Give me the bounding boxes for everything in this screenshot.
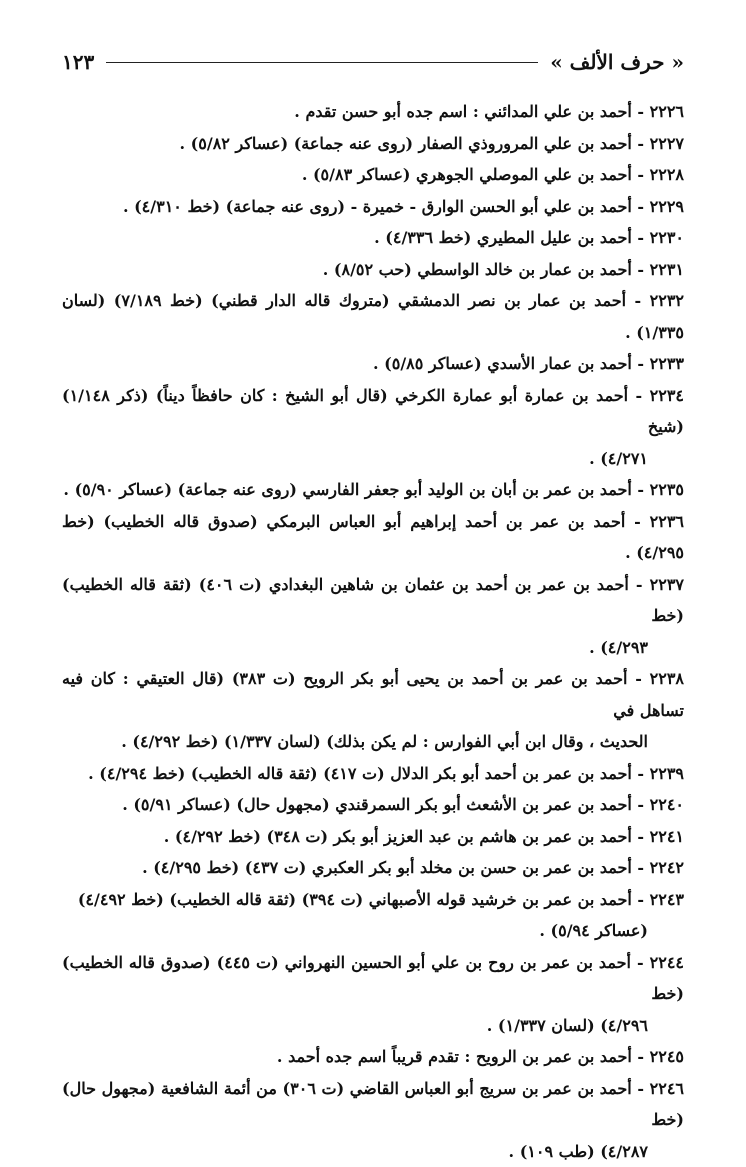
entry-item bbox=[62, 506, 684, 569]
entry-item bbox=[62, 852, 684, 884]
entry-item bbox=[62, 789, 684, 821]
entry-continuation: ٤/٢٩٣) . bbox=[62, 632, 684, 664]
entry-text: ٢٢٣٤ - أحمد بن عمارة أبو عمارة الكرخي (قال أبو الشيخ : كان حافظاً ديناً) (ذكر ١/١٤٨) (شيخ bbox=[62, 380, 684, 443]
entry-text: ٢٢٤٦ - أحمد بن عمر بن سريج أبو العباس القاضي (ت ٣٠٦) من أئمة الشافعية (مجهول حال) (خط bbox=[62, 1073, 684, 1136]
entry-continuation: ٤/٢٨٧) (طب ١٠٩) . bbox=[62, 1136, 684, 1167]
entry-text: ٢٢٢٩ - أحمد بن علي أبو الحسن الوارق - خميرة - (روى عنه جماعة) (خط ٤/٣١٠) . bbox=[62, 191, 684, 223]
entry-continuation: ٤/٢٧١) . bbox=[62, 443, 684, 475]
entry-text: ٢٢٣٥ - أحمد بن عمر بن أبان بن الوليد أبو جعفر الفارسي (روى عنه جماعة) (عساكر ٥/٩٠) . bbox=[62, 474, 684, 506]
entry-item bbox=[62, 348, 684, 380]
entry-item bbox=[62, 474, 684, 506]
entry-item bbox=[62, 254, 684, 286]
page-header bbox=[62, 42, 684, 82]
entry-text: ٢٢٣٢ - أحمد بن عمار بن نصر الدمشقي (متروك قاله الدار قطني) (خط ٧/١٨٩) (لسان ١/٣٣٥) . bbox=[62, 285, 684, 348]
entry-continuation: الحديث ، وقال ابن أبي الفوارس : لم يكن بذلك) (لسان ١/٣٣٧) (خط ٤/٢٩٢) . bbox=[62, 726, 684, 758]
entry-item bbox=[62, 285, 684, 348]
entry-item bbox=[62, 128, 684, 160]
entry-item bbox=[62, 758, 684, 790]
entry-item bbox=[62, 663, 684, 758]
entry-item bbox=[62, 191, 684, 223]
running-head: « حرف الألف » bbox=[550, 50, 684, 74]
entry-text: ٢٢٤٠ - أحمد بن عمر بن الأشعث أبو بكر السمرقندي (مجهول حال) (عساكر ٥/٩١) . bbox=[62, 789, 684, 821]
entry-list bbox=[62, 96, 684, 1167]
entry-text: ٢٢٣٧ - أحمد بن عمر بن أحمد بن عثمان بن شاهين البغدادي (ت ٤٠٦) (ثقة قاله الخطيب) (خط bbox=[62, 569, 684, 632]
entry-item bbox=[62, 884, 684, 947]
entry-text: ٢٢٢٧ - أحمد بن علي المروروذي الصفار (روى عنه جماعة) (عساكر ٥/٨٢) . bbox=[62, 128, 684, 160]
entry-item bbox=[62, 380, 684, 475]
header-rule bbox=[106, 62, 538, 63]
entry-text: ٢٢٢٨ - أحمد بن علي الموصلي الجوهري (عساكر ٥/٨٣) . bbox=[62, 159, 684, 191]
entry-text: ٢٢٣٦ - أحمد بن عمر بن أحمد إبراهيم أبو العباس البرمكي (صدوق قاله الخطيب) (خط ٤/٢٩٥) . bbox=[62, 506, 684, 569]
entry-item bbox=[62, 222, 684, 254]
entry-text: ٢٢٤٣ - أحمد بن عمر بن خرشيد قوله الأصبهاني (ت ٣٩٤) (ثقة قاله الخطيب) (خط ٤/٤٩٢) bbox=[62, 884, 684, 916]
entry-text: ٢٢٣٠ - أحمد بن عليل المطيري (خط ٤/٣٣٦) . bbox=[62, 222, 684, 254]
entry-text: ٢٢٤٤ - أحمد بن عمر بن روح بن علي أبو الحسين النهرواني (ت ٤٤٥) (صدوق قاله الخطيب) (خط bbox=[62, 947, 684, 1010]
entry-item bbox=[62, 569, 684, 664]
entry-continuation: ٤/٢٩٦) (لسان ١/٣٣٧) . bbox=[62, 1010, 684, 1042]
entry-text: ٢٢٣٣ - أحمد بن عمار الأسدي (عساكر ٥/٨٥) . bbox=[62, 348, 684, 380]
page-number: ١٢٣ bbox=[62, 50, 94, 74]
entry-item bbox=[62, 1073, 684, 1167]
entry-continuation: (عساكر ٥/٩٤) . bbox=[62, 915, 684, 947]
entry-item bbox=[62, 821, 684, 853]
entry-text: ٢٢٣١ - أحمد بن عمار بن خالد الواسطي (حب ٨/٥٢) . bbox=[62, 254, 684, 286]
entry-text: ٢٢٢٦ - أحمد بن علي المدائني : اسم جده أبو حسن تقدم . bbox=[62, 96, 684, 128]
entry-item bbox=[62, 159, 684, 191]
entry-item bbox=[62, 947, 684, 1042]
entry-item bbox=[62, 1041, 684, 1073]
entry-text: ٢٢٤٢ - أحمد بن عمر بن حسن بن مخلد أبو بكر العكبري (ت ٤٣٧) (خط ٤/٢٩٥) . bbox=[62, 852, 684, 884]
entry-text: ٢٢٤١ - أحمد بن عمر بن هاشم بن عبد العزيز أبو بكر (ت ٣٤٨) (خط ٤/٢٩٢) . bbox=[62, 821, 684, 853]
entry-item bbox=[62, 96, 684, 128]
entry-text: ٢٢٣٨ - أحمد بن عمر بن أحمد بن يحيى أبو بكر الرويح (ت ٣٨٣) (قال العتيقي : كان فيه تساهل في bbox=[62, 663, 684, 726]
entry-text: ٢٢٤٥ - أحمد بن عمر بن الرويح : تقدم قريباً اسم جده أحمد . bbox=[62, 1041, 684, 1073]
entry-text: ٢٢٣٩ - أحمد بن عمر بن أحمد أبو بكر الدلال (ت ٤١٧) (ثقة قاله الخطيب) (خط ٤/٢٩٤) . bbox=[62, 758, 684, 790]
